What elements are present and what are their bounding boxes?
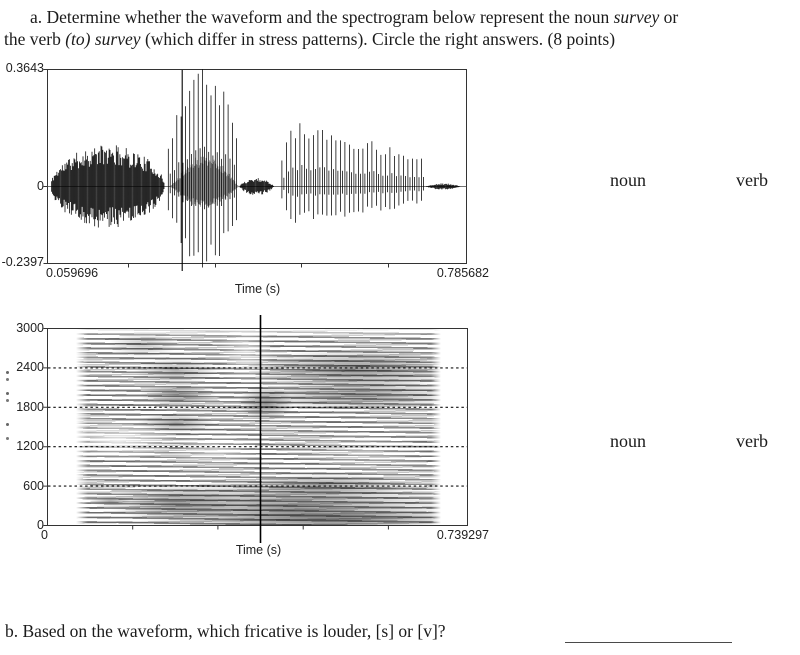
spectrogram-plot xyxy=(43,310,475,550)
waveform-xstart-label: 0.059696 xyxy=(46,266,99,280)
clipped-frequency-axis-marks xyxy=(6,371,9,374)
waveform-xaxis-title: Time (s) xyxy=(234,282,281,296)
answer-blank-line[interactable] xyxy=(565,642,732,643)
spectrogram-xaxis-title: Time (s) xyxy=(235,543,282,557)
question-a-line1: a. Determine whether the waveform and the spectrogram below represent the noun survey or xyxy=(30,7,679,27)
spectrogram-ytick-0: 0 xyxy=(37,518,44,532)
option-noun-waveform[interactable]: noun xyxy=(610,170,646,190)
option-noun-spectrogram[interactable]: noun xyxy=(610,431,646,451)
spectrogram-ytick-1800: 1800 xyxy=(16,400,44,414)
question-a-line2: the verb (to) survey (which differ in stress patterns). Circle the right answers. (8 points) xyxy=(4,29,616,49)
spectrogram-ytick-2400: 2400 xyxy=(16,360,44,374)
option-verb-spectrogram[interactable]: verb xyxy=(736,431,768,451)
spectrogram-plot-border xyxy=(48,329,468,526)
waveform-left-ticks xyxy=(44,70,48,264)
spectrogram-xstart-label: 0 xyxy=(41,528,48,542)
spectrogram-ytick-1200: 1200 xyxy=(16,439,44,453)
waveform-trace xyxy=(51,69,460,267)
waveform-yzero-label: 0 xyxy=(37,179,44,193)
spectrogram-left-ticks xyxy=(44,329,48,526)
option-verb-waveform[interactable]: verb xyxy=(736,170,768,190)
question-b-text: b. Based on the waveform, which fricative is louder, [s] or [v]? xyxy=(5,621,446,641)
waveform-plot xyxy=(43,68,467,278)
spectrogram-xend-label: 0.739297 xyxy=(436,528,489,542)
waveform-xend-label: 0.785682 xyxy=(436,266,489,280)
waveform-ymin-label: -0.2397 xyxy=(1,255,44,269)
spectrogram-ytick-600: 600 xyxy=(23,479,44,493)
spectrogram-ytick-3000: 3000 xyxy=(16,321,44,335)
waveform-ymax-label: 0.3643 xyxy=(5,61,44,75)
waveform-bottom-ticks xyxy=(129,264,389,268)
